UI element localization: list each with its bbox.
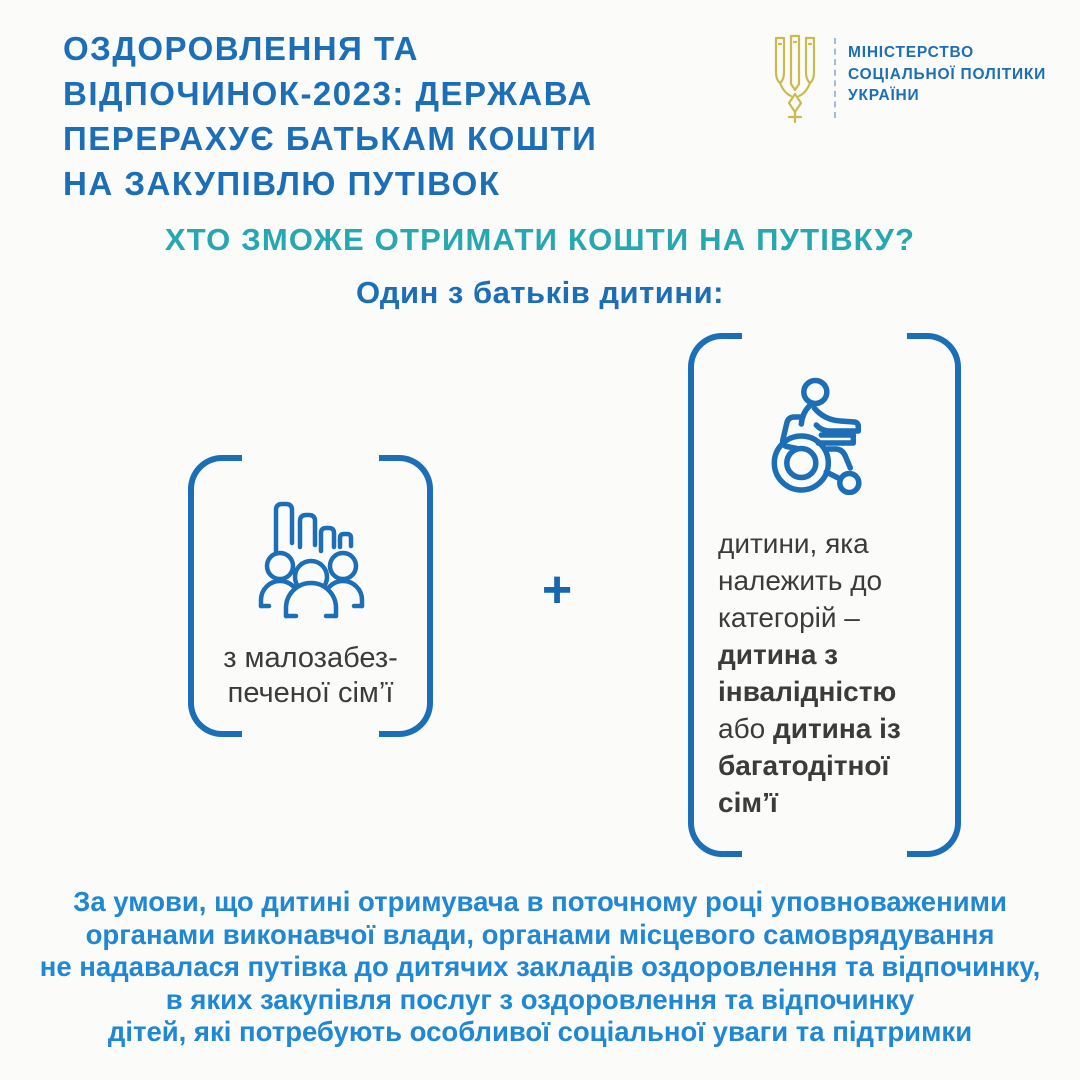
page-title xyxy=(63,26,597,206)
logo-divider xyxy=(834,38,836,118)
plus-operator: + xyxy=(541,561,573,619)
title-line-3: ПЕРЕРАХУЄ БАТЬКАМ КОШТИ xyxy=(63,120,598,157)
category-disability: дитина з інвалідністю xyxy=(718,639,897,707)
footnote-line-5: дітей, які потребують особливої соціальної уваги та підтримки xyxy=(107,1016,973,1047)
card-child-categories xyxy=(688,333,961,857)
footnote xyxy=(0,886,1080,1049)
tryzub-icon xyxy=(766,34,824,126)
section-heading: ХТО ЗМОЖЕ ОТРИМАТИ КОШТИ НА ПУТІВКУ? xyxy=(164,222,916,257)
ministry-line-3: УКРАЇНИ xyxy=(848,87,920,104)
footnote-line-3: не надавалася путівка до дитячих закладів оздоровлення та відпочинку, xyxy=(39,951,1041,982)
card-low-income-family xyxy=(188,455,433,737)
section-lead: Один з батьків дитини: xyxy=(356,275,724,310)
ministry-line-2: СОЦІАЛЬНОЇ ПОЛІТИКИ xyxy=(848,65,1047,83)
category-text-or: або xyxy=(718,713,773,744)
category-text-plain: дитини, яка належить до категорій – xyxy=(718,528,883,633)
ministry-name xyxy=(848,42,1046,107)
title-line-4: НА ЗАКУПІВЛЮ ПУТІВОК xyxy=(63,165,501,202)
footnote-line-2: органами виконавчої влади, органами місцевого самоврядування xyxy=(85,918,995,950)
footnote-line-4: в яких закупівля послуг з оздоровлення та відпочинку xyxy=(165,983,915,1015)
card-label-low-income xyxy=(188,641,433,711)
category-large-family: дитина із багатодітної сім’ї xyxy=(718,713,901,818)
child-wheelchair-icon xyxy=(769,377,865,495)
low-income-family-icon xyxy=(242,495,380,619)
footnote-line-1: За умови, що дитині отримувача в поточному році уповноваженими xyxy=(73,886,1007,917)
ministry-logo xyxy=(766,34,1046,126)
label-line-1: з малозабез- xyxy=(223,642,398,674)
ministry-line-1: МІНІСТЕРСТВО xyxy=(848,44,975,61)
card-text-categories xyxy=(718,525,940,821)
title-line-2: ВІДПОЧИНОК-2023: ДЕРЖАВА xyxy=(63,75,593,112)
label-line-2: печеної сім’ї xyxy=(227,677,394,709)
title-line-1: ОЗДОРОВЛЕННЯ ТА xyxy=(63,30,419,67)
